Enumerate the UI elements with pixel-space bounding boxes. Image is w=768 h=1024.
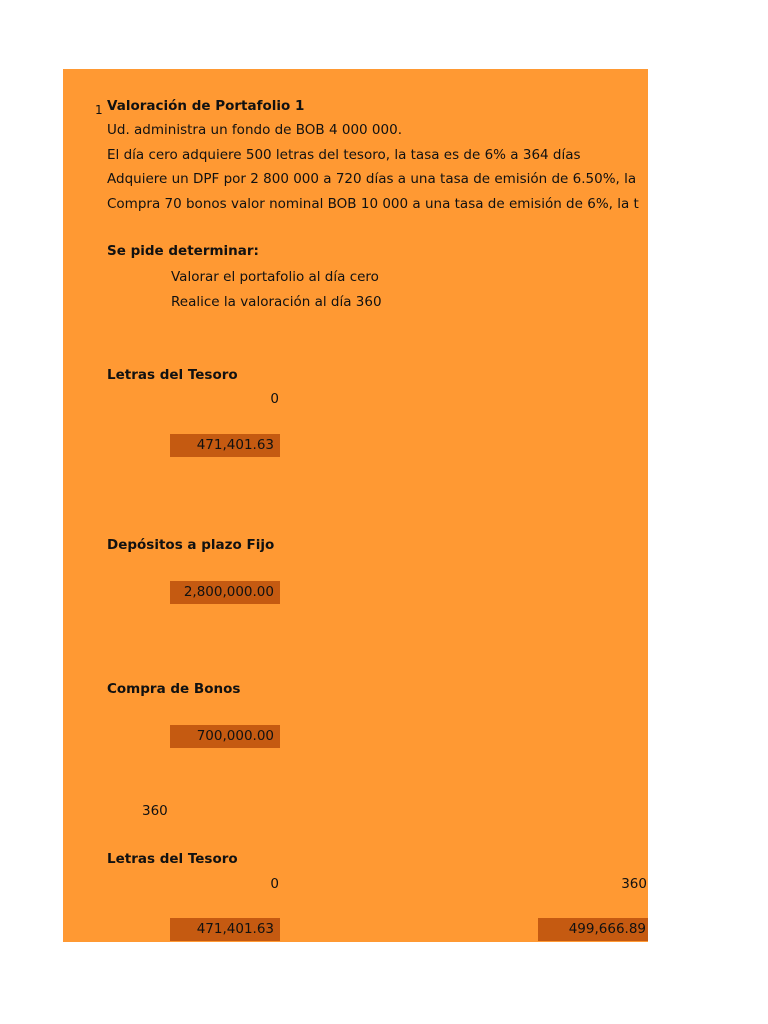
request-heading: Se pide determinar: (107, 243, 259, 259)
treasury-360-day-360: 360 (621, 876, 647, 892)
treasury-value-cell: 471,401.63 (170, 434, 280, 457)
section-deposits-heading: Depósitos a plazo Fijo (107, 537, 275, 553)
section-treasury-360-heading: Letras del Tesoro (107, 851, 238, 867)
request-item-1: Valorar el portafolio al día cero (171, 269, 379, 285)
treasury-360-value-left: 471,401.63 (170, 918, 280, 941)
deposits-value-cell: 2,800,000.00 (170, 581, 280, 604)
bonds-value-cell: 700,000.00 (170, 725, 280, 748)
section-treasury-heading: Letras del Tesoro (107, 367, 238, 383)
spreadsheet-page (63, 69, 648, 942)
treasury-day-zero: 0 (270, 391, 279, 407)
day-marker: 360 (142, 803, 168, 819)
intro-line-4: Compra 70 bonos valor nominal BOB 10 000 a una tasa de emisión de 6%, la t (107, 196, 639, 212)
document-title: Valoración de Portafolio 1 (107, 98, 305, 114)
treasury-360-value-right: 499,666.89 (538, 918, 648, 941)
intro-line-3: Adquiere un DPF por 2 800 000 a 720 días a una tasa de emisión de 6.50%, la (107, 171, 637, 187)
intro-line-2: El día cero adquiere 500 letras del tesoro, la tasa es de 6% a 364 días (107, 147, 581, 163)
section-bonds-heading: Compra de Bonos (107, 681, 241, 697)
request-item-2: Realice la valoración al día 360 (171, 294, 382, 310)
row-number: 1 (95, 103, 103, 117)
treasury-360-day-zero: 0 (270, 876, 279, 892)
intro-line-1: Ud. administra un fondo de BOB 4 000 000. (107, 122, 402, 138)
